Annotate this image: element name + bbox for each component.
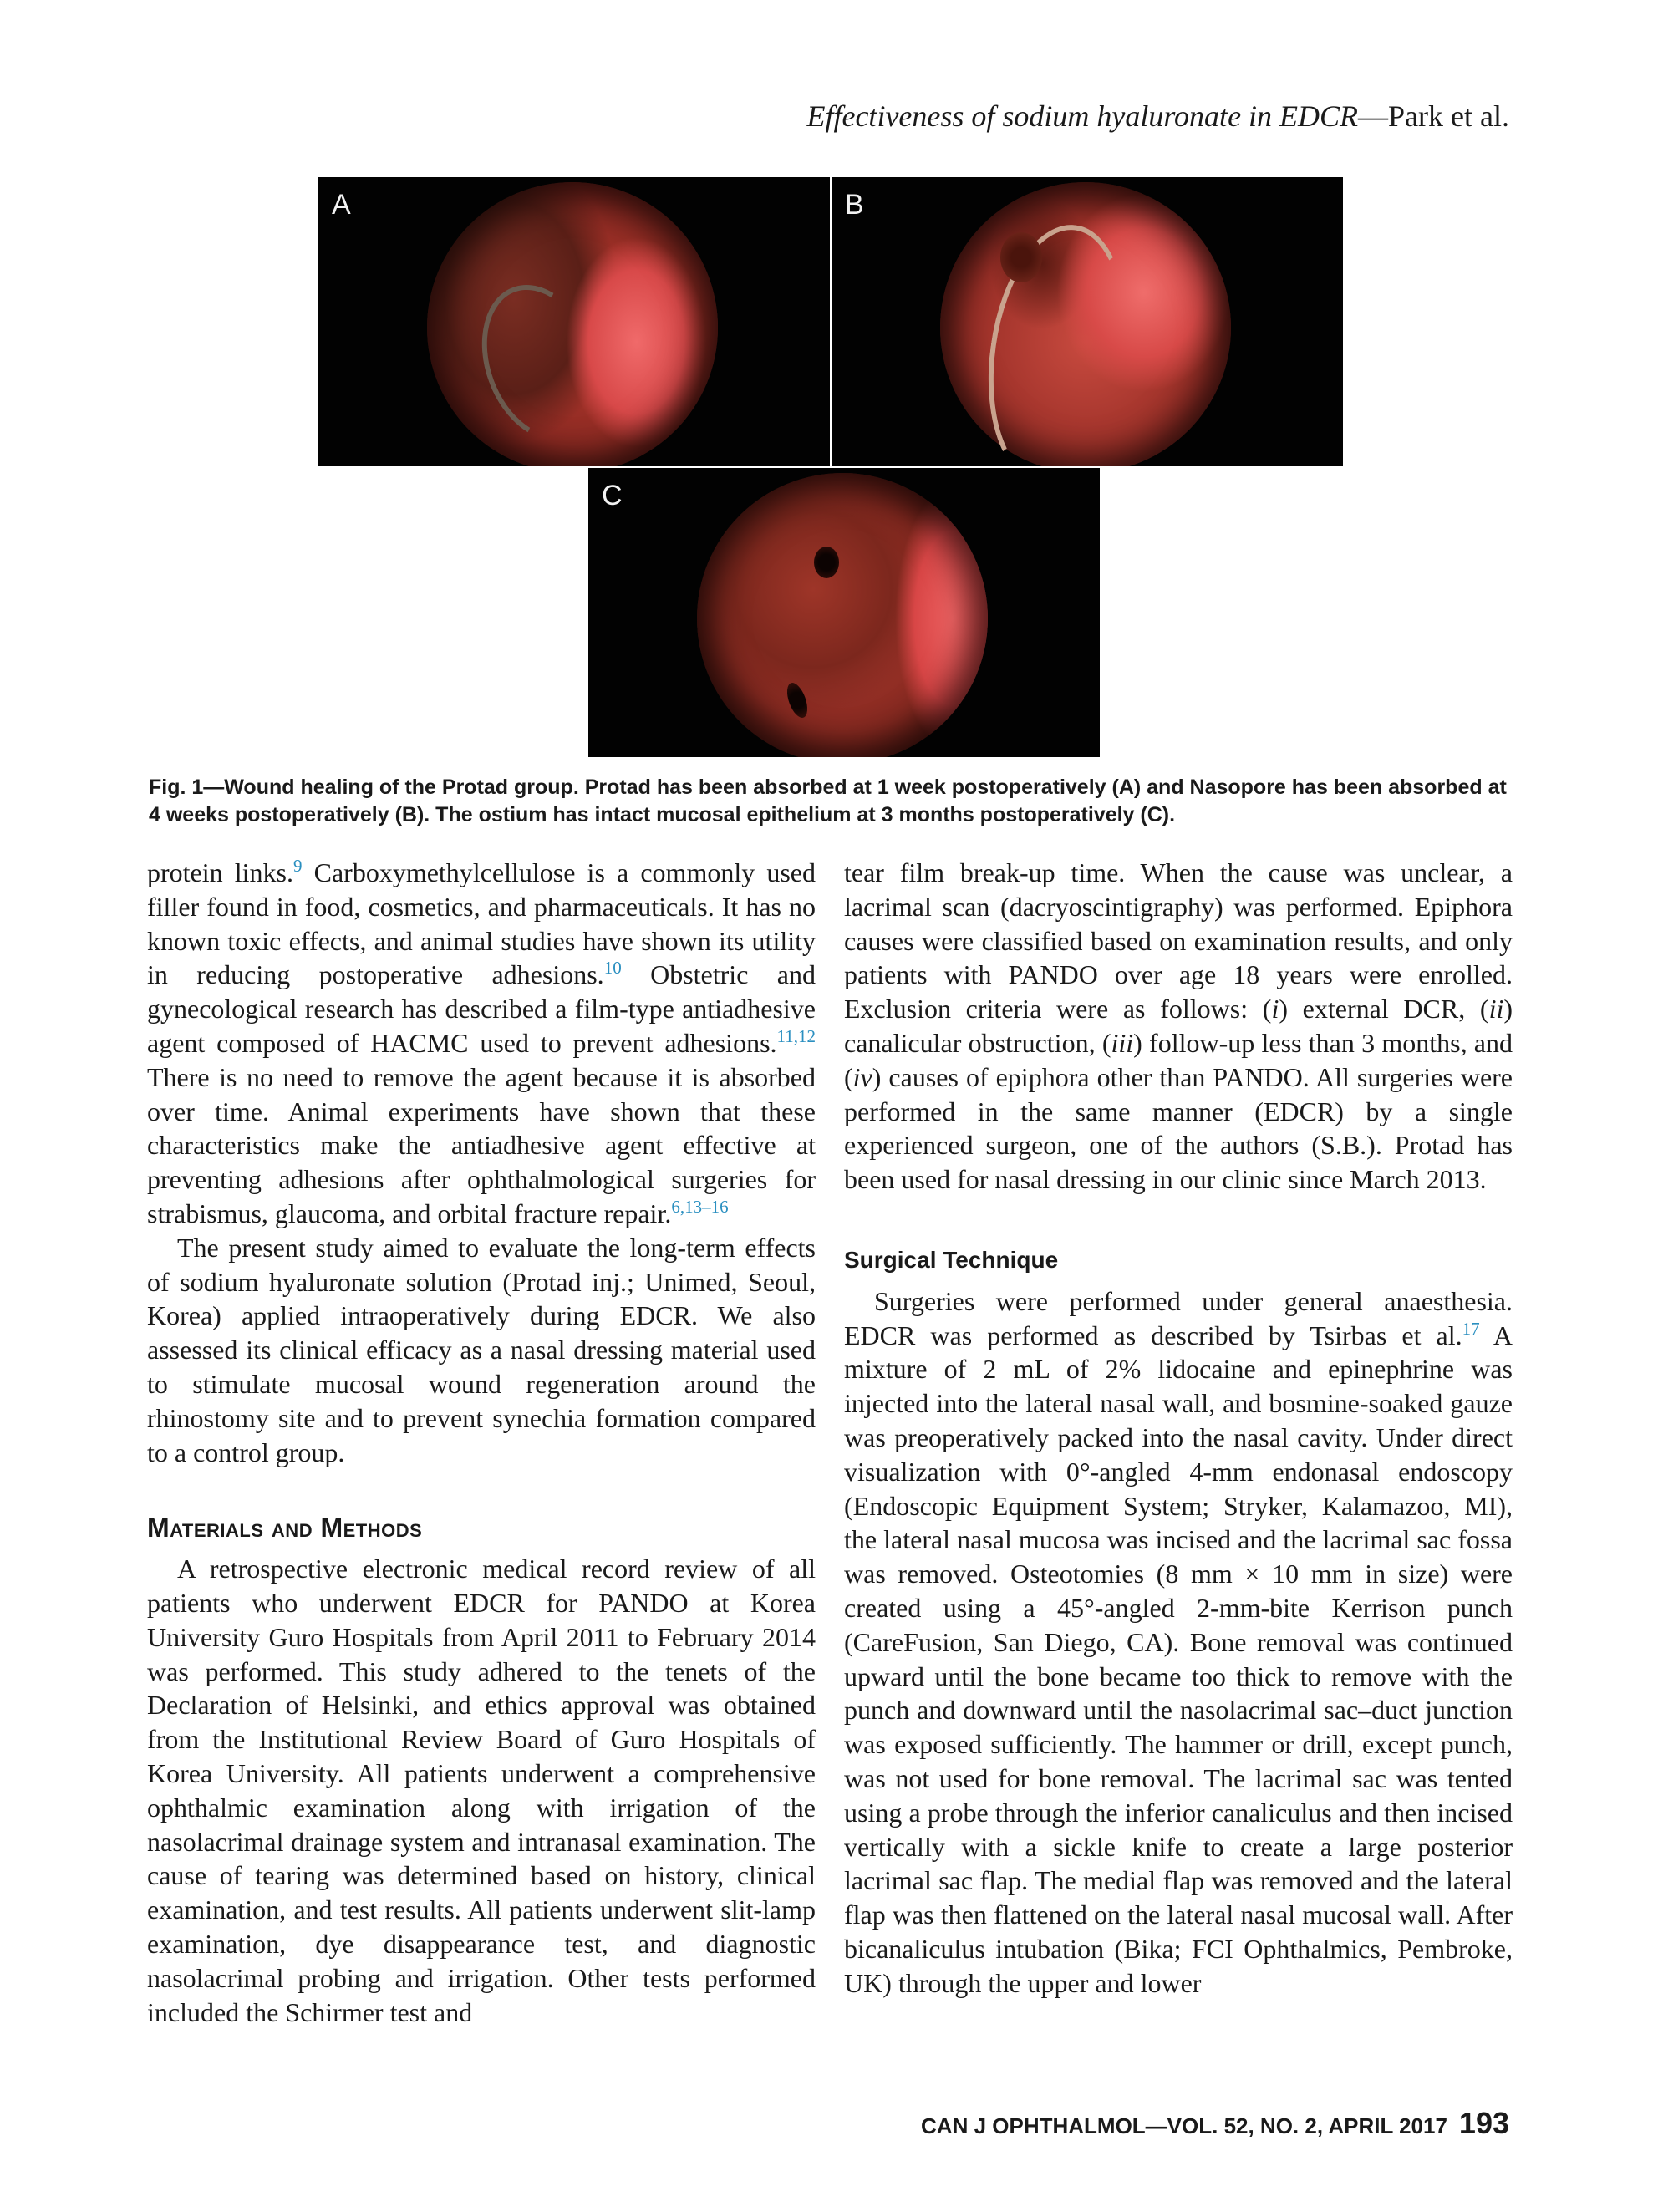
- section-heading-materials-methods: Materials and Methods: [147, 1513, 423, 1543]
- endoscopic-image-b: [940, 182, 1231, 466]
- figure-panel-a: [318, 177, 830, 466]
- running-head-authors: —Park et al.: [1358, 99, 1509, 133]
- section-heading-surgical-technique: Surgical Technique: [844, 1246, 1059, 1273]
- list-numeral: iv: [852, 1061, 872, 1092]
- running-head-title: Effectiveness of sodium hyaluronate in EDCR: [806, 99, 1359, 133]
- text-run: Carboxymethylcellulose is a commonly used filler found in food, cosmetics, and pharmaceuticals. It has no known toxic effects, and animal studies have shown its utility in reducing postoperative adhesions.: [147, 857, 816, 990]
- left-column: [147, 856, 816, 2029]
- text-run: There is no need to remove the agent because it is absorbed over time. Animal experiments have shown that these characteristics make the antiadhesive agent effective at preventing adhesions after ophthalmological surgeries for strabismus, glaucoma, and orbital fracture repair.: [147, 1061, 816, 1228]
- figure-caption: Fig. 1—Wound healing of the Protad group. Protad has been absorbed at 1 week postoperatively (A) and Nasopore has been absorbed at 4 weeks postoperatively (B). The ostium has intact mucosal epithelium at 3 months postoperatively (C).: [149, 775, 1507, 826]
- right-column: [844, 856, 1513, 2001]
- endoscopic-image-a: [427, 182, 718, 466]
- text-run: Surgeries were performed under general anaesthesia. EDCR was performed as described by Tsirbas et al.: [844, 1285, 1513, 1350]
- right-paragraph-1: [844, 856, 1513, 1197]
- left-paragraph-2: The present study aimed to evaluate the long-term effects of sodium hyaluronate solution (Protad inj.; Unimed, Seoul, Korea) applied intraoperatively during EDCR. We also assessed its clinical efficacy as a nasal dressing material used to stimulate mucosal wound regeneration around the rhinostomy site and to prevent synechia formation compared to a control group.: [147, 1232, 816, 1467]
- running-head: [806, 99, 1509, 134]
- journal-citation: CAN J OPHTHALMOL—VOL. 52, NO. 2, APRIL 2017: [921, 2113, 1447, 2138]
- endoscopic-image-c: [697, 473, 988, 757]
- figure-panel-b: [832, 177, 1343, 466]
- left-paragraph-1: [147, 856, 816, 1231]
- text-run: ) external DCR, (: [1279, 994, 1489, 1025]
- text-run: tear film break-up time. When the cause was unclear, a lacrimal scan (dacryoscintigraphy) was performed. Epiphora causes were classified based on examination results, and only patients with PANDO over age 18 years were enrolled. Exclusion criteria were as follows: (: [844, 857, 1513, 1025]
- list-numeral: ii: [1488, 994, 1504, 1025]
- page-number: 193: [1458, 2106, 1509, 2140]
- text-run: Obstetric and gynecological research has described a film-type antiadhesive agent composed of HACMC used to prevent adhesions.: [147, 959, 816, 1058]
- ostium-mark: [814, 547, 839, 578]
- reference-link[interactable]: 10: [603, 958, 622, 979]
- text-run: ) causes of epiphora other than PANDO. All surgeries were performed in the same manner (EDCR) by a single experienced surgeon, one of the authors (S.B.). Protad has been used for nasal dressing in our clinic since March 2013.: [844, 1061, 1513, 1195]
- text-run: ) canalicular obstruction, (: [844, 994, 1513, 1058]
- reference-link[interactable]: 6,13–16: [671, 1196, 729, 1217]
- reference-link[interactable]: 17: [1462, 1318, 1480, 1339]
- panel-letter-c: C: [602, 480, 623, 511]
- panel-letter-a: A: [332, 189, 351, 221]
- text-run: A mixture of 2 mL of 2% lidocaine and epinephrine was injected into the lateral nasal wall, and bosmine-soaked gauze was preoperatively packed into the nasal cavity. Under direct visualization with 0°-angled 4-mm endonasal endoscopy (Endoscopic Equipment System; Stryker, Kalamazoo, MI), the lateral nasal mucosa was incised and the lacrimal sac fossa was removed. Osteotomies (8 mm × 10 mm in size) were created using a 45°-angled 2-mm-bite Kerrison punch (CareFusion, San Diego, CA). Bone removal was continued upward until the bone became too thick to remove with the punch and downward until the nasolacrimal sac–duct junction was exposed sufficiently. The hammer or drill, except punch, was not used for bone removal. The lacrimal sac was tented using a probe through the inferior canaliculus and then incised vertically with a sickle knife to create a large posterior lacrimal sac flap. The medial flap was removed and the lateral flap was then flattened on the lateral nasal mucosal wall. After bicanaliculus intubation (Bika; FCI Ophthalmics, Pembroke, UK) through the upper and lower: [844, 1320, 1513, 1998]
- figure-panel-c: [588, 468, 1100, 757]
- reference-link[interactable]: 11,12: [776, 1025, 816, 1046]
- list-numeral: iii: [1111, 1027, 1134, 1058]
- left-paragraph-3: A retrospective electronic medical record review of all patients who underwent EDCR for PANDO at Korea University Guro Hospitals from April 2011 to February 2014 was performed. This study adhered to the tenets of the Declaration of Helsinki, and ethics approval was obtained from the Institutional Review Board of Guro Hospitals of Korea University. All patients underwent a comprehensive ophthalmic examination along with irrigation of the nasolacrimal drainage system and intranasal examination. The cause of tearing was determined based on history, clinical examination, and test results. All patients underwent slit-lamp examination, dye disappearance test, and diagnostic nasolacrimal probing and irrigation. Other tests performed included the Schirmer test and: [147, 1553, 816, 2027]
- text-run: protein links.: [147, 857, 293, 887]
- list-numeral: i: [1271, 994, 1279, 1025]
- reference-link[interactable]: 9: [293, 856, 303, 876]
- right-paragraph-2: [844, 1284, 1513, 2001]
- text-run: ) follow-up less than 3 months, and (: [844, 1027, 1513, 1092]
- page-footer: [921, 2106, 1509, 2141]
- panel-letter-b: B: [845, 189, 864, 221]
